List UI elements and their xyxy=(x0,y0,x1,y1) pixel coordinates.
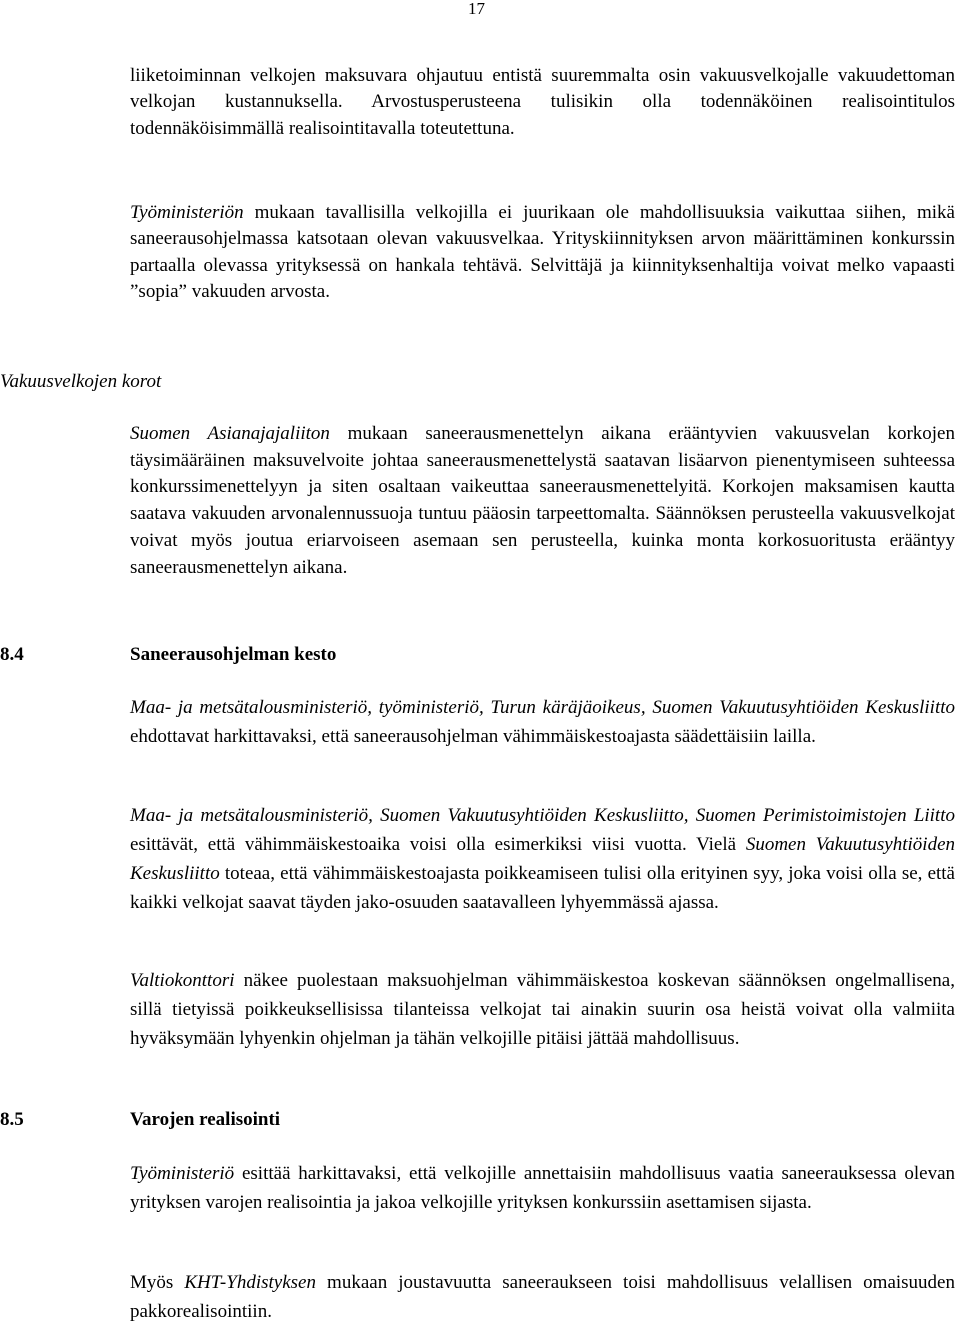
paragraph-8-prefix: Myös xyxy=(130,1272,185,1293)
paragraph-3-source: Suomen Asianajajaliiton xyxy=(130,423,330,444)
paragraph-5-source: Maa- ja metsätalousministeriö, Suomen Vakuutusyhtiöiden Keskusliitto, Suomen Perimistoimistojen Liitto xyxy=(130,805,955,826)
paragraph-7-source: Työministeriö xyxy=(130,1163,235,1184)
paragraph-4 xyxy=(130,694,955,751)
paragraph-7-text: esittää harkittavaksi, että velkojille annettaisiin mahdollisuus vaatia saneerauksessa olevan yrityksen varojen realisointia ja jakoa velkojille yrityksen konkurssiin asettamisen sijasta. xyxy=(130,1163,955,1213)
paragraph-3 xyxy=(130,421,955,581)
section-title-8-4: Saneerausohjelman kesto xyxy=(130,644,337,665)
paragraph-3-text: mukaan saneerausmenettelyn aikana erääntyvien vakuusvelan korkojen täysimääräinen maksuvelvoite johtaa saneerausmenettelystä saatavan lisäarvon pienentymiseen suhteessa konkurssimenettelyyn ja siten osaltaan vaikeuttaa saneerausmenettelyitä. Korkojen maksamisen kautta saatava vakuuden arvonalennussuoja tuntuu pääosin tarpeettomalta. Säännöksen perusteella vakuusvelkojat voivat myös joutua eriarvoiseen asemaan sen perusteella, kuinka monta korkosuoritusta erääntyy saneerausmenettelyn aikana. xyxy=(130,423,955,578)
paragraph-5-source-2: Suomen Vakuutusyhtiöiden Keskusliitto xyxy=(130,834,956,884)
paragraph-8 xyxy=(130,1269,955,1326)
paragraph-5-text-1: esittävät, että vähimmäiskestoaika voisi olla esimerkiksi viisi vuotta. Vielä xyxy=(130,834,746,855)
section-number-8-5: 8.5 xyxy=(0,1109,24,1130)
section-title-8-5: Varojen realisointi xyxy=(130,1109,281,1130)
paragraph-6-source: Valtiokonttori xyxy=(130,970,235,991)
section-heading-8-4 xyxy=(0,642,336,668)
paragraph-1 xyxy=(130,63,955,142)
paragraph-7 xyxy=(130,1160,955,1217)
paragraph-6-text: näkee puolestaan maksuohjelman vähimmäiskestoa koskevan säännöksen ongelmallisena, sillä tietyissä poikkeuksellisissa tilanteissa velkojat tai ainakin suurin osa heistä voivat olla valmiita hyväksymään lyhyenkin ohjelman ja tähän velkojille pitäisi jättää mahdollisuus. xyxy=(130,970,955,1049)
paragraph-5 xyxy=(130,801,955,917)
section-number-8-4: 8.4 xyxy=(0,644,24,665)
paragraph-2-source: Työministeriön xyxy=(130,202,244,223)
paragraph-4-text: ehdottavat harkittavaksi, että saneerausohjelman vähimmäiskestoajasta säädettäisiin lailla. xyxy=(130,725,816,747)
paragraph-1-text: liiketoiminnan velkojen maksuvara ohjautuu entistä suuremmalta osin vakuusvelkojalle vakuudettoman velkojan kustannuksella. Arvostusperusteena tulisikin olla todennäköinen realisointitulos todennäköisimmällä realisointitavalla toteutettuna. xyxy=(130,65,955,139)
section-heading-8-5 xyxy=(0,1107,280,1133)
paragraph-4-source: Maa- ja metsätalousministeriö, työministeriö, Turun käräjäoikeus, Suomen Vakuutusyhtiöiden Keskusliitto xyxy=(130,697,955,718)
paragraph-2 xyxy=(130,200,955,305)
paragraph-8-text: mukaan joustavuutta saneeraukseen toisi mahdollisuus velallisen omaisuuden pakkorealisointiin. xyxy=(130,1272,955,1322)
page-number: 17 xyxy=(468,0,485,18)
paragraph-6 xyxy=(130,966,955,1053)
side-label-vakuusvelkojen-korot: Vakuusvelkojen korot xyxy=(0,371,162,392)
paragraph-2-text: mukaan tavallisilla velkojilla ei juurikaan ole mahdollisuuksia vaikuttaa siihen, mikä saneerausohjelmassa katsotaan olevan vakuusvelkaa. Yrityskiinnityksen arvon määrittäminen konkurssin partaalla olevassa yrityksessä on hankala tehtävä. Selvittäjä ja kiinnityksenhaltija voivat melko vapaasti ”sopia” vakuuden arvosta. xyxy=(130,202,955,302)
paragraph-5-text-2: toteaa, että vähimmäiskestoajasta poikkeamiseen tulisi olla erityinen syy, joka voisi olla se, että kaikki velkojat saavat täyden jako-osuuden saatavalleen lyhyemmässä ajassa. xyxy=(130,863,955,913)
paragraph-8-source: KHT-Yhdistyksen xyxy=(184,1272,316,1293)
